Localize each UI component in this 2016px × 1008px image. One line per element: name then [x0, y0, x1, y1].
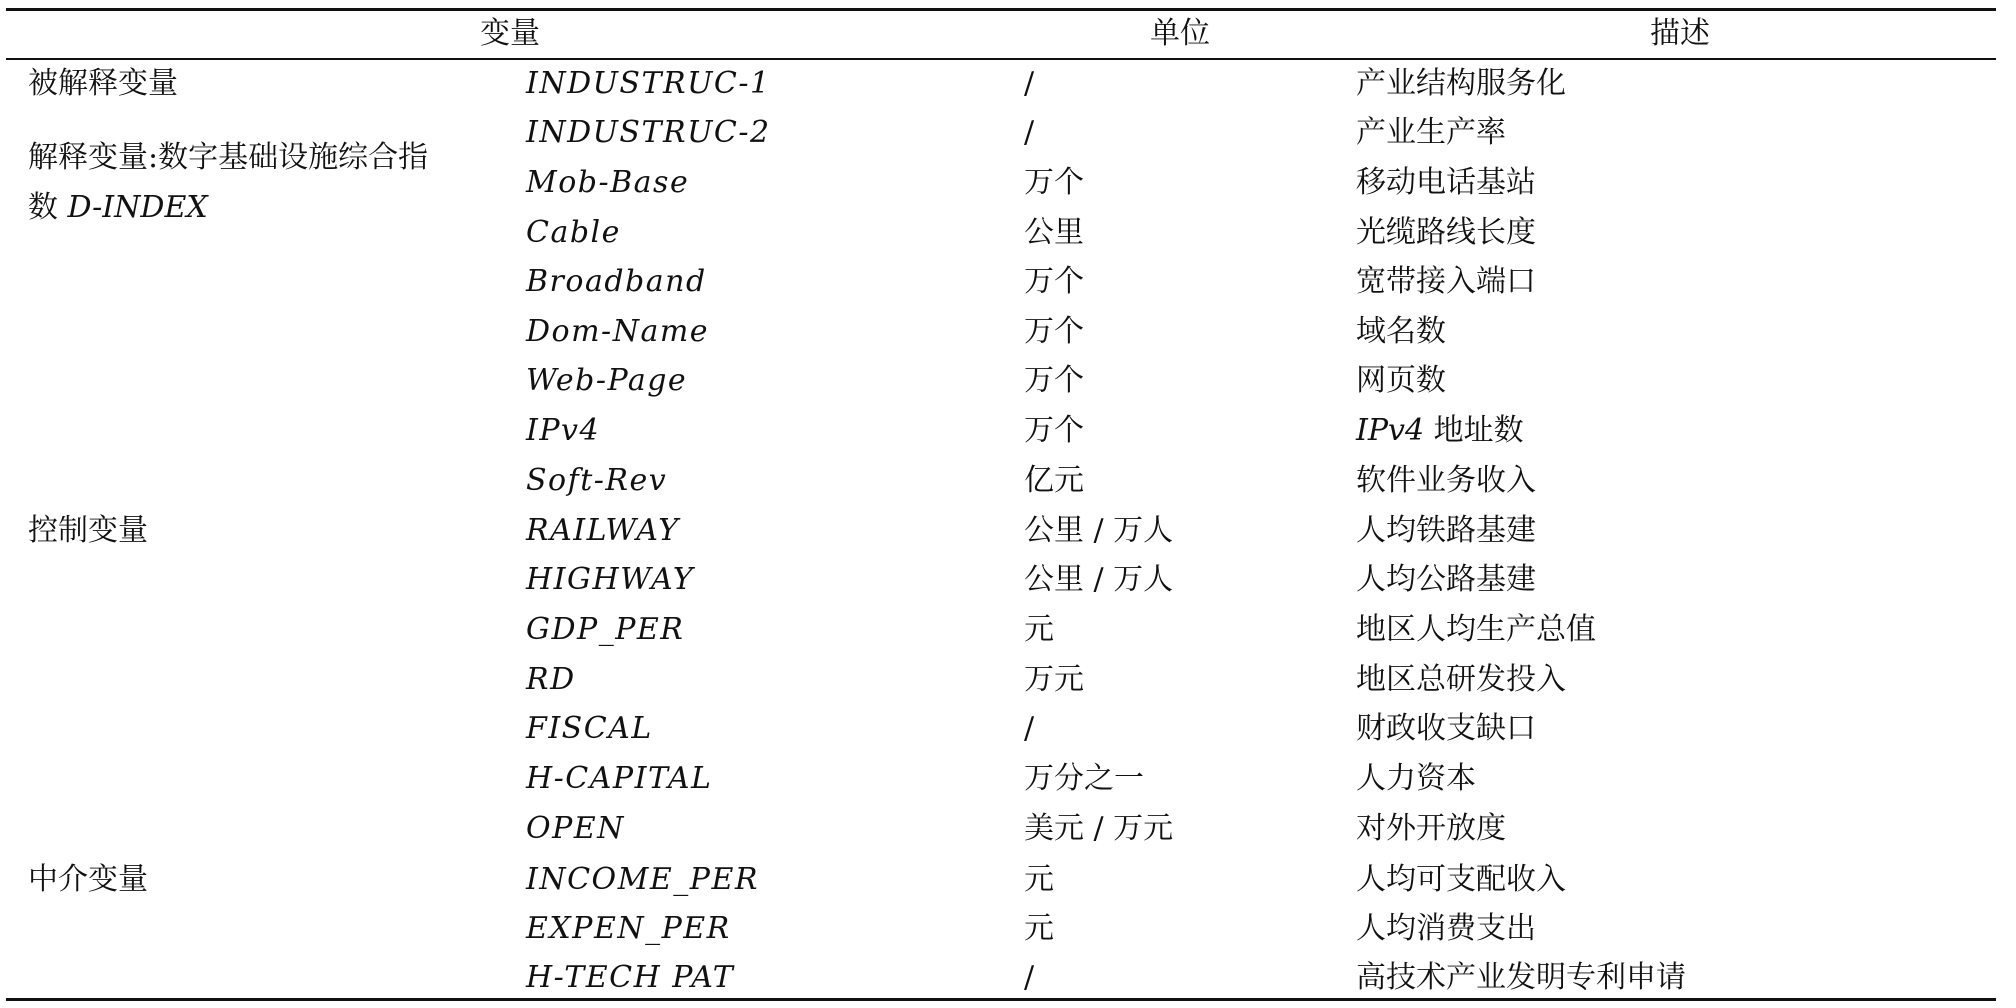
table-row — [0, 506, 2016, 556]
description-text — [1356, 406, 1524, 456]
variable-name: INDUSTRUC-2 — [526, 115, 771, 150]
unit-value: 元 — [1024, 612, 1054, 647]
table-row — [0, 108, 2016, 158]
unit-value: 万个 — [1024, 165, 1084, 200]
description-text: 软件业务收入 — [1356, 463, 1536, 498]
description-text: 地区总研发投入 — [1356, 662, 1566, 697]
table-row — [0, 605, 2016, 655]
category-control: 控制变量 — [28, 513, 148, 548]
description-text: 人均消费支出 — [1356, 911, 1536, 946]
category-explanatory-index: D-INDEX — [67, 190, 208, 225]
table-row — [0, 307, 2016, 357]
unit-value: 美元 / 万元 — [1024, 811, 1174, 846]
variable-name: Mob-Base — [526, 165, 690, 200]
table-row — [0, 704, 2016, 754]
top-rule — [6, 8, 1996, 11]
variable-name: INDUSTRUC-1 — [526, 66, 771, 101]
category-dependent: 被解释变量 — [28, 66, 178, 101]
description-text: 人均公路基建 — [1356, 562, 1536, 597]
variable-name: OPEN — [526, 811, 625, 846]
description-text: 人力资本 — [1356, 761, 1476, 796]
table-row — [0, 855, 2016, 905]
variable-name: Broadband — [526, 264, 707, 299]
description-text: 对外开放度 — [1356, 811, 1506, 846]
table-row — [0, 555, 2016, 605]
table-row — [0, 406, 2016, 456]
variable-name: Soft-Rev — [526, 463, 668, 498]
description-text: 网页数 — [1356, 363, 1446, 398]
header-unit: 单位 — [1150, 16, 1210, 51]
table-row — [0, 257, 2016, 307]
table-row — [0, 208, 2016, 258]
variable-name: GDP_PER — [526, 612, 685, 647]
description-text: 人均铁路基建 — [1356, 513, 1536, 548]
variable-name: H-TECH PAT — [526, 960, 735, 995]
unit-value: 万个 — [1024, 314, 1084, 349]
unit-value: / — [1024, 66, 1035, 101]
bottom-rule — [6, 998, 1996, 1001]
variable-name: RD — [526, 662, 576, 697]
description-text: 产业生产率 — [1356, 115, 1506, 150]
unit-value: / — [1024, 115, 1035, 150]
unit-value: 万个 — [1024, 363, 1084, 398]
table-row — [0, 456, 2016, 506]
table-row — [0, 356, 2016, 406]
description-text: 人均可支配收入 — [1356, 862, 1566, 897]
table-row — [0, 953, 2016, 1003]
unit-value: 元 — [1024, 862, 1054, 897]
table-row — [0, 655, 2016, 705]
table-row — [0, 804, 2016, 854]
variable-name: HIGHWAY — [526, 562, 695, 597]
category-explanatory-line1: 解释变量:数字基础设施综合指 — [28, 140, 429, 175]
header-variable: 变量 — [480, 16, 540, 51]
table-row — [0, 754, 2016, 804]
variable-name: EXPEN_PER — [526, 911, 731, 946]
category-mediator: 中介变量 — [28, 862, 148, 897]
variable-name: IPv4 — [526, 413, 601, 448]
description-text: 产业结构服务化 — [1356, 66, 1566, 101]
header-description: 描述 — [1650, 16, 1710, 51]
variable-name: H-CAPITAL — [526, 761, 713, 796]
unit-value: 元 — [1024, 911, 1054, 946]
description-text: 移动电话基站 — [1356, 165, 1536, 200]
table-row — [0, 59, 2016, 109]
unit-value: 公里 / 万人 — [1024, 513, 1174, 548]
unit-value: 万元 — [1024, 662, 1084, 697]
description-text: 光缆路线长度 — [1356, 215, 1536, 250]
description-text: 高技术产业发明专利申请 — [1356, 960, 1686, 995]
description-text: 财政收支缺口 — [1356, 711, 1536, 746]
description-text: 域名数 — [1356, 314, 1446, 349]
unit-value: 亿元 — [1024, 463, 1084, 498]
description-text: 地区人均生产总值 — [1356, 612, 1596, 647]
variable-name: FISCAL — [526, 711, 653, 746]
category-explanatory-prefix: 数 — [28, 190, 58, 225]
unit-value: 万个 — [1024, 413, 1084, 448]
table-row — [0, 904, 2016, 954]
variable-name: Dom-Name — [526, 314, 710, 349]
description-italic-part: IPv4 — [1356, 413, 1425, 448]
unit-value: 公里 / 万人 — [1024, 562, 1174, 597]
description-rest: 地址数 — [1424, 413, 1524, 448]
unit-value: / — [1024, 711, 1035, 746]
variable-name: INCOME_PER — [526, 862, 759, 897]
table-row — [0, 158, 2016, 208]
unit-value: 万分之一 — [1024, 761, 1144, 796]
variable-name: RAILWAY — [526, 513, 680, 548]
variable-name: Cable — [526, 215, 621, 250]
description-text: 宽带接入端口 — [1356, 264, 1536, 299]
unit-value: / — [1024, 960, 1035, 995]
unit-value: 万个 — [1024, 264, 1084, 299]
unit-value: 公里 — [1024, 215, 1084, 250]
variable-name: Web-Page — [526, 363, 688, 398]
